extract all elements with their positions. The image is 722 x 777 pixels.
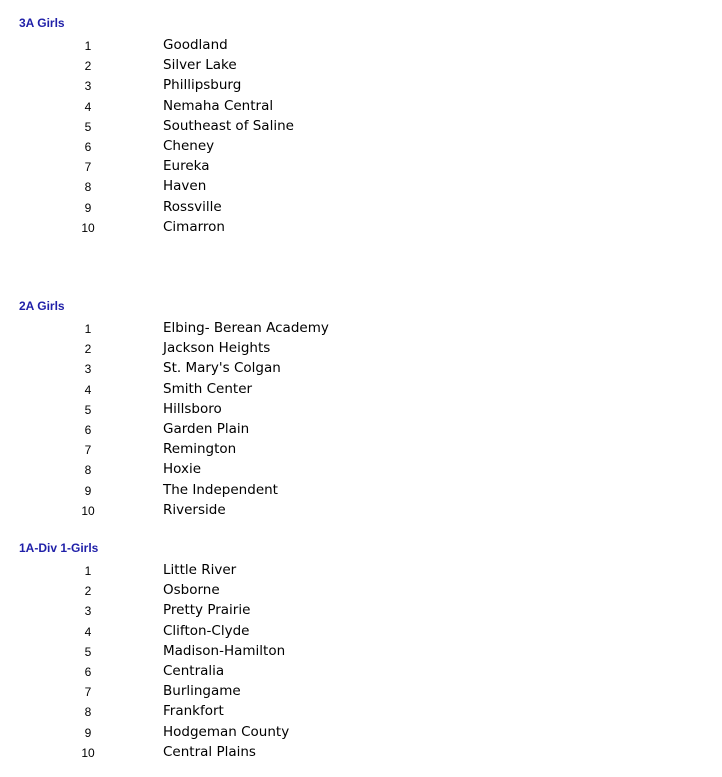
ranking-row	[0, 137, 722, 157]
rank-number: 2	[84, 342, 92, 357]
team-name: Rossville	[163, 198, 222, 215]
rank-number: 6	[84, 422, 92, 437]
rank-number: 2	[84, 584, 92, 599]
team-name: Haven	[163, 178, 207, 195]
team-name: Cimarron	[163, 218, 225, 235]
team-name: Madison-Hamilton	[163, 642, 286, 659]
rank-number: 9	[84, 725, 92, 740]
ranking-row	[0, 319, 722, 339]
ranking-row	[0, 117, 722, 137]
rank-number: 5	[84, 119, 92, 134]
ranking-row	[0, 97, 722, 117]
team-name: Silver Lake	[163, 57, 237, 74]
team-name: Phillipsburg	[163, 77, 242, 94]
ranking-list	[0, 561, 722, 763]
team-name: Centralia	[163, 662, 225, 679]
ranking-row	[0, 642, 722, 662]
team-name: Southeast of Saline	[163, 117, 294, 134]
rank-number: 9	[84, 483, 92, 498]
rank-number: 6	[84, 139, 92, 154]
ranking-row	[0, 743, 722, 763]
ranking-row	[0, 198, 722, 218]
ranking-row	[0, 702, 722, 722]
ranking-row	[0, 460, 722, 480]
rank-number: 8	[84, 463, 92, 478]
rank-number: 4	[84, 624, 92, 639]
ranking-row	[0, 218, 722, 238]
team-name: Elbing- Berean Academy	[163, 320, 329, 336]
ranking-row	[0, 581, 722, 601]
rank-number: 3	[84, 79, 92, 94]
ranking-row	[0, 481, 722, 501]
ranking-row	[0, 36, 722, 56]
rank-number: 3	[84, 362, 92, 377]
team-name: Goodland	[163, 37, 228, 53]
section-heading: 2A Girls	[19, 299, 65, 313]
team-name: Garden Plain	[163, 420, 250, 437]
ranking-row	[0, 359, 722, 379]
rank-number: 1	[84, 322, 92, 336]
rank-number: 7	[84, 160, 92, 175]
team-name: Riverside	[163, 501, 226, 518]
team-name: Frankfort	[163, 703, 224, 720]
team-name: St. Mary's Colgan	[163, 360, 281, 377]
team-name: Hodgeman County	[163, 723, 290, 740]
team-name: Cheney	[163, 137, 215, 154]
rank-number: 9	[84, 200, 92, 215]
team-name: Pretty Prairie	[163, 602, 251, 619]
ranking-row	[0, 76, 722, 96]
rank-number: 6	[84, 664, 92, 679]
team-name: Burlingame	[163, 683, 241, 700]
rank-number: 7	[84, 685, 92, 700]
rank-number: 1	[84, 564, 92, 578]
rank-number: 4	[84, 382, 92, 397]
rank-number: 5	[84, 402, 92, 417]
rank-number: 4	[84, 99, 92, 114]
rank-number: 10	[81, 220, 95, 235]
ranking-row	[0, 662, 722, 682]
rank-number: 1	[84, 39, 92, 53]
team-name: Hillsboro	[163, 400, 222, 417]
ranking-row	[0, 380, 722, 400]
team-name: Osborne	[163, 582, 220, 599]
team-name: Hoxie	[163, 461, 202, 478]
ranking-row	[0, 682, 722, 702]
ranking-row	[0, 723, 722, 743]
rank-number: 2	[84, 59, 92, 74]
rank-number: 10	[81, 745, 95, 760]
ranking-row	[0, 601, 722, 621]
team-name: Clifton-Clyde	[163, 622, 250, 639]
team-name: The Independent	[163, 481, 278, 498]
ranking-row	[0, 561, 722, 581]
team-name: Smith Center	[163, 380, 253, 397]
rank-number: 10	[81, 503, 95, 518]
ranking-row	[0, 420, 722, 440]
ranking-row	[0, 501, 722, 521]
ranking-list	[0, 36, 722, 238]
section-heading: 1A-Div 1-Girls	[19, 541, 99, 555]
section-heading: 3A Girls	[19, 16, 65, 30]
ranking-row	[0, 622, 722, 642]
ranking-list	[0, 319, 722, 521]
team-name: Remington	[163, 441, 237, 458]
team-name: Eureka	[163, 158, 210, 175]
team-name: Central Plains	[163, 743, 256, 760]
ranking-row	[0, 400, 722, 420]
ranking-row	[0, 157, 722, 177]
team-name: Nemaha Central	[163, 97, 274, 114]
ranking-row	[0, 440, 722, 460]
team-name: Little River	[163, 562, 237, 578]
rank-number: 5	[84, 644, 92, 659]
ranking-row	[0, 339, 722, 359]
rank-number: 8	[84, 705, 92, 720]
rank-number: 3	[84, 604, 92, 619]
ranking-row	[0, 177, 722, 197]
rank-number: 7	[84, 443, 92, 458]
ranking-row	[0, 56, 722, 76]
team-name: Jackson Heights	[163, 340, 271, 357]
rank-number: 8	[84, 180, 92, 195]
